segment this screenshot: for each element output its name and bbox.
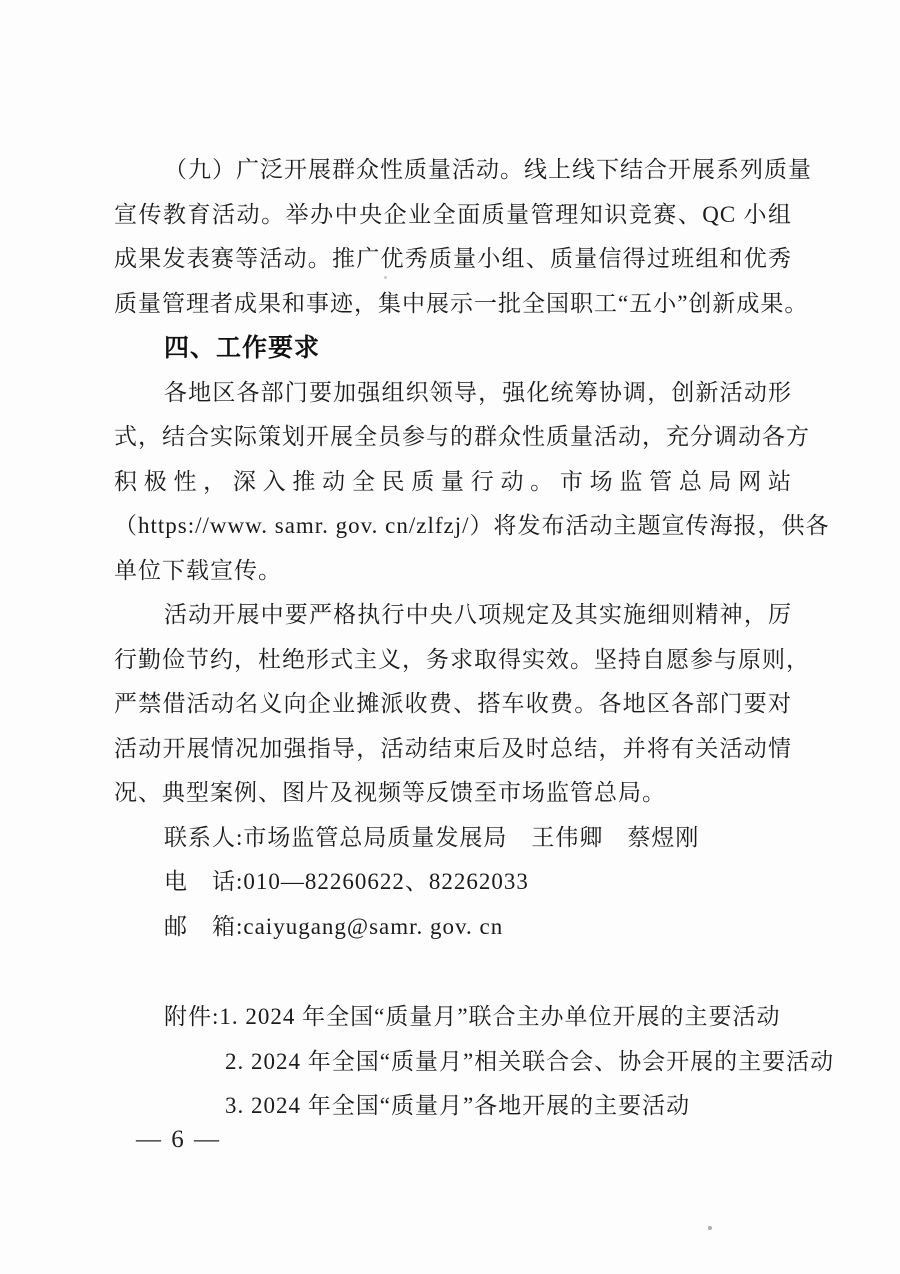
text-line: 况、典型案例、图片及视频等反馈至市场监管总局。 [114,780,666,805]
text-line: 积极性，深入推动全民质量行动。市场监管总局网站 [114,468,792,494]
scan-speck [708,1226,712,1230]
text-line: 式，结合实际策划开展全员参与的群众性质量活动，充分调动各方 [114,424,810,449]
section-heading: 四、工作要求 [164,334,321,362]
text-line: 活动开展情况加强指导，活动结束后及时总结，并将有关活动情 [114,735,792,761]
attachment-item: 3. 2024 年全国“质量月”各地开展的主要活动 [225,1093,691,1118]
text-line: 行勤俭节约，杜绝形式主义，务求取得实效。坚持自愿参与原则， [114,646,810,672]
contact-email-line: 邮 箱:caiyugang@samr. gov. cn [164,913,504,939]
attachment-item: 附件:1. 2024 年全国“质量月”联合主办单位开展的主要活动 [164,1004,781,1029]
text-line: （九）广泛开展群众性质量活动。线上线下结合开展系列质量 [164,157,812,182]
text-line: 严禁借活动名义向企业摊派收费、搭车收费。各地区各部门要对 [114,691,792,716]
text-line: 成果发表赛等活动。推广优秀质量小组、质量信得过班组和优秀 [114,246,792,271]
scan-speck [384,276,387,279]
document-body [114,148,835,1129]
text-line: （https://www. samr. gov. cn/zlfzj/）将发布活动主题宣传海报，供各 [114,513,830,538]
text-line: 活动开展中要严格执行中央八项规定及其实施细则精神，厉 [164,602,792,627]
contact-person-line: 联系人:市场监管总局质量发展局 王伟卿 蔡煜刚 [164,824,700,850]
text-line: 质量管理者成果和事迹，集中展示一批全国职工“五小”创新成果。 [114,290,809,316]
contact-phone-line: 电 话:010—82260622、82262033 [164,869,529,894]
page-number: — 6 — [136,1126,221,1153]
text-line: 各地区各部门要加强组织领导，强化统筹协调，创新活动形 [164,379,792,405]
text-line: 单位下载宣传。 [114,557,282,583]
text-line: 宣传教育活动。举办中央企业全面质量管理知识竞赛、QC 小组 [114,201,792,227]
attachment-item: 2. 2024 年全国“质量月”相关联合会、协会开展的主要活动 [225,1048,835,1074]
